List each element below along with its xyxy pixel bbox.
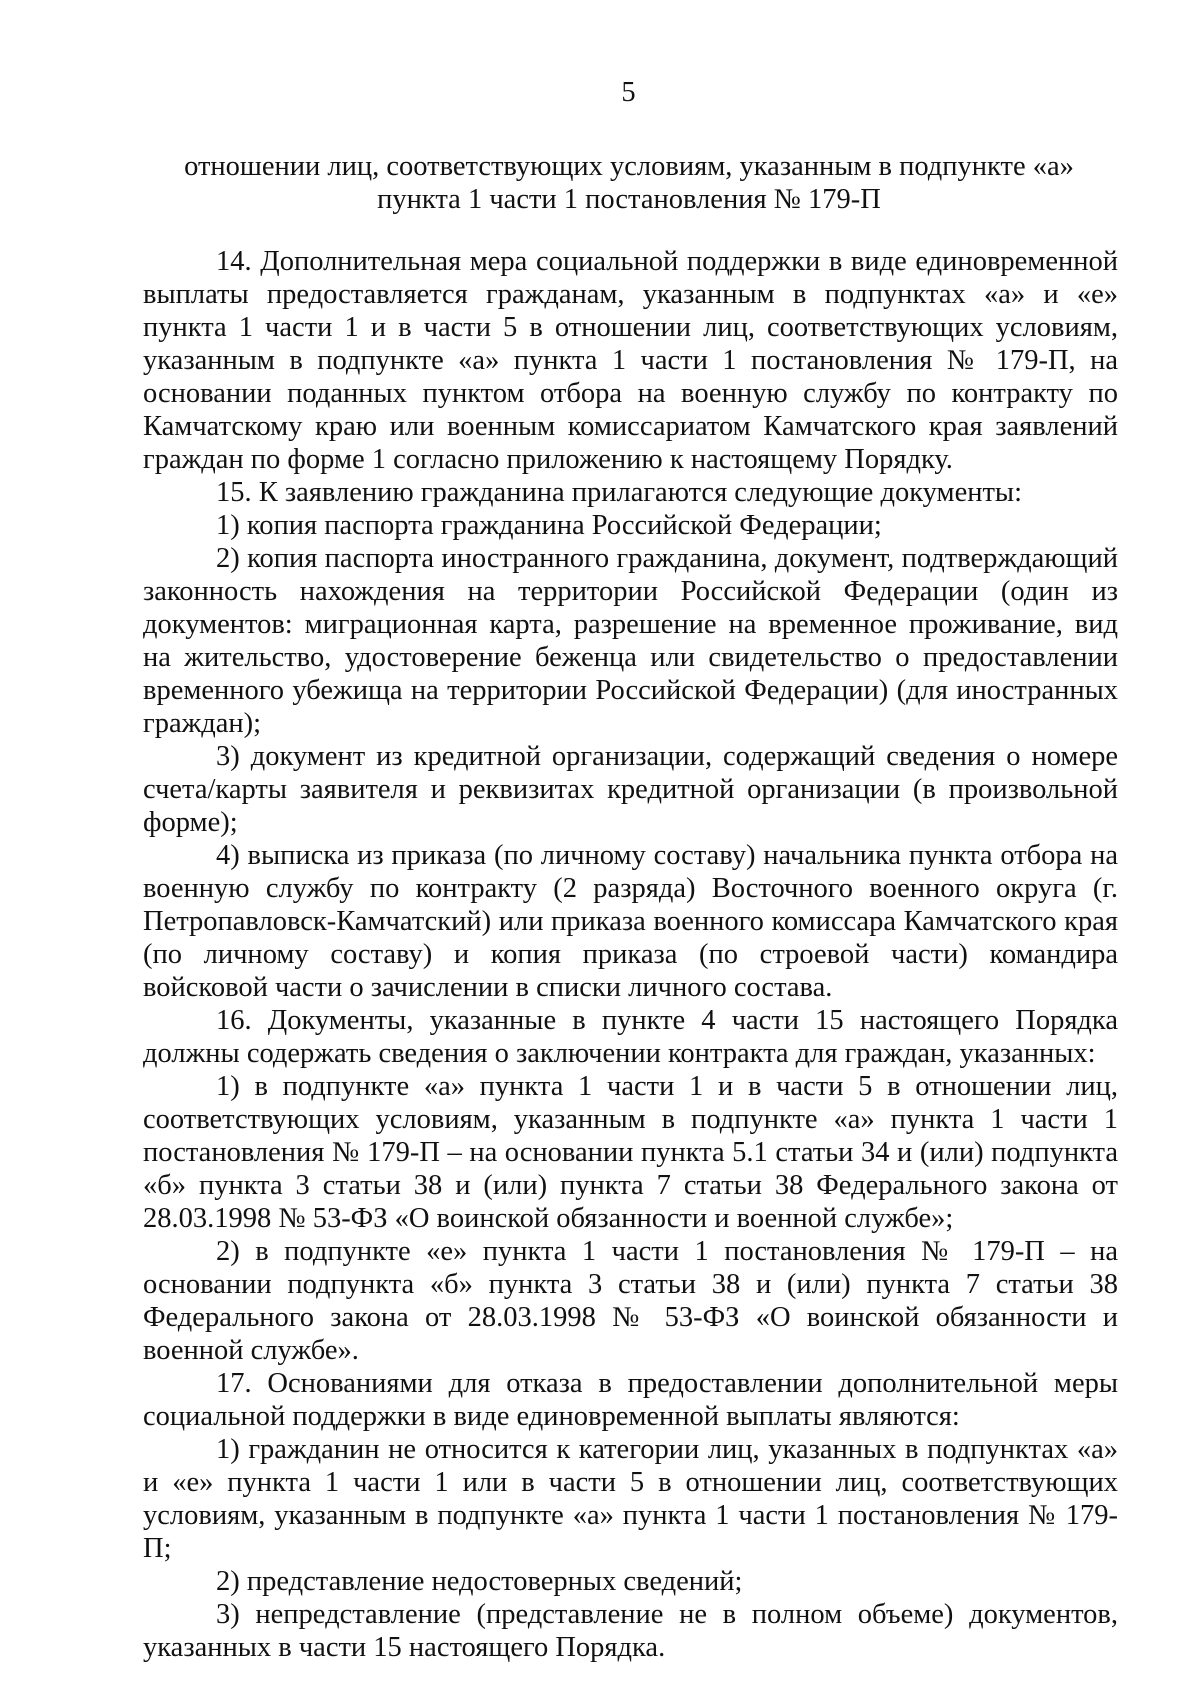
heading-line-1: отношении лиц, соответствующих условиям, указанным в подпункте «а» bbox=[184, 151, 1074, 182]
paragraph-15-item-4: 4) выписка из приказа (по личному составу) начальника пункта отбора на военную службу по контракту (2 разряда) Восточного военного округа (г. Петропавловск-Камчатский) или приказа военного комиссара Камчатского края (по личному составу) и копия приказа (по строевой части) командира войсковой части о зачислении в списки личного состава. bbox=[143, 840, 1118, 1003]
paragraph-16-item-1: 1) в подпункте «а» пункта 1 части 1 и в части 5 в отношении лиц, соответствующих условиям, указанным в подпункте «а» пункта 1 части 1 постановления № 179-П – на основании пункта 5.1 статьи 34 и (или) подпункта «б» пункта 3 статьи 38 и (или) пункта 7 статьи 38 Федерального закона от 28.03.1998 № 53-ФЗ «О воинской обязанности и военной службе»; bbox=[143, 1071, 1118, 1234]
paragraph-14: 14. Дополнительная мера социальной поддержки в виде единовременной выплаты предоставляется гражданам, указанным в подпунктах «а» и «е» пункта 1 части 1 и в части 5 в отношении лиц, соответствующих условиям, указанным в подпункте «а» пункта 1 части 1 постановления № 179-П, на основании поданных пунктом отбора на военную службу по контракту по Камчатскому краю или военным комиссариатом Камчатского края заявлений граждан по форме 1 согласно приложению к настоящему Порядку. bbox=[143, 246, 1118, 475]
paragraph-16-item-2: 2) в подпункте «е» пункта 1 части 1 постановления № 179-П – на основании подпункта «б» пункта 3 статьи 38 и (или) пункта 7 статьи 38 Федерального закона от 28.03.1998 № 53-ФЗ «О воинской обязанности и военной службе». bbox=[143, 1236, 1118, 1366]
paragraph-15-item-2: 2) копия паспорта иностранного гражданина, документ, подтверждающий законность нахождения на территории Российской Федерации (один из документов: миграционная карта, разрешение на временное проживание, вид на жительство, удостоверение беженца или свидетельство о предоставлении временного убежища на территории Российской Федерации) (для иностранных граждан); bbox=[143, 543, 1118, 739]
paragraph-15-item-1: 1) копия паспорта гражданина Российской Федерации; bbox=[216, 510, 882, 541]
paragraph-17: 17. Основаниями для отказа в предоставлении дополнительной меры социальной поддержки в виде единовременной выплаты являются: bbox=[143, 1368, 1118, 1432]
page-number: 5 bbox=[621, 77, 636, 108]
heading-line-2: пункта 1 части 1 постановления № 179-П bbox=[377, 184, 881, 215]
document-body bbox=[143, 245, 1118, 1664]
paragraph-17-item-3: 3) непредставление (представление не в полном объеме) документов, указанных в части 15 настоящего Порядка. bbox=[143, 1599, 1118, 1663]
paragraph-16: 16. Документы, указанные в пункте 4 части 15 настоящего Порядка должны содержать сведения о заключении контракта для граждан, указанных: bbox=[143, 1005, 1118, 1069]
paragraph-17-item-1: 1) гражданин не относится к категории лиц, указанных в подпунктах «а» и «е» пункта 1 части 1 или в части 5 в отношении лиц, соответствующих условиям, указанным в подпункте «а» пункта 1 части 1 постановления № 179-П; bbox=[143, 1434, 1118, 1564]
paragraph-15: 15. К заявлению гражданина прилагаются следующие документы: bbox=[216, 477, 1022, 508]
section-heading bbox=[140, 150, 1118, 216]
paragraph-15-item-3: 3) документ из кредитной организации, содержащий сведения о номере счета/карты заявителя и реквизитах кредитной организации (в произвольной форме); bbox=[143, 741, 1118, 838]
paragraph-17-item-2: 2) представление недостоверных сведений; bbox=[216, 1566, 743, 1597]
